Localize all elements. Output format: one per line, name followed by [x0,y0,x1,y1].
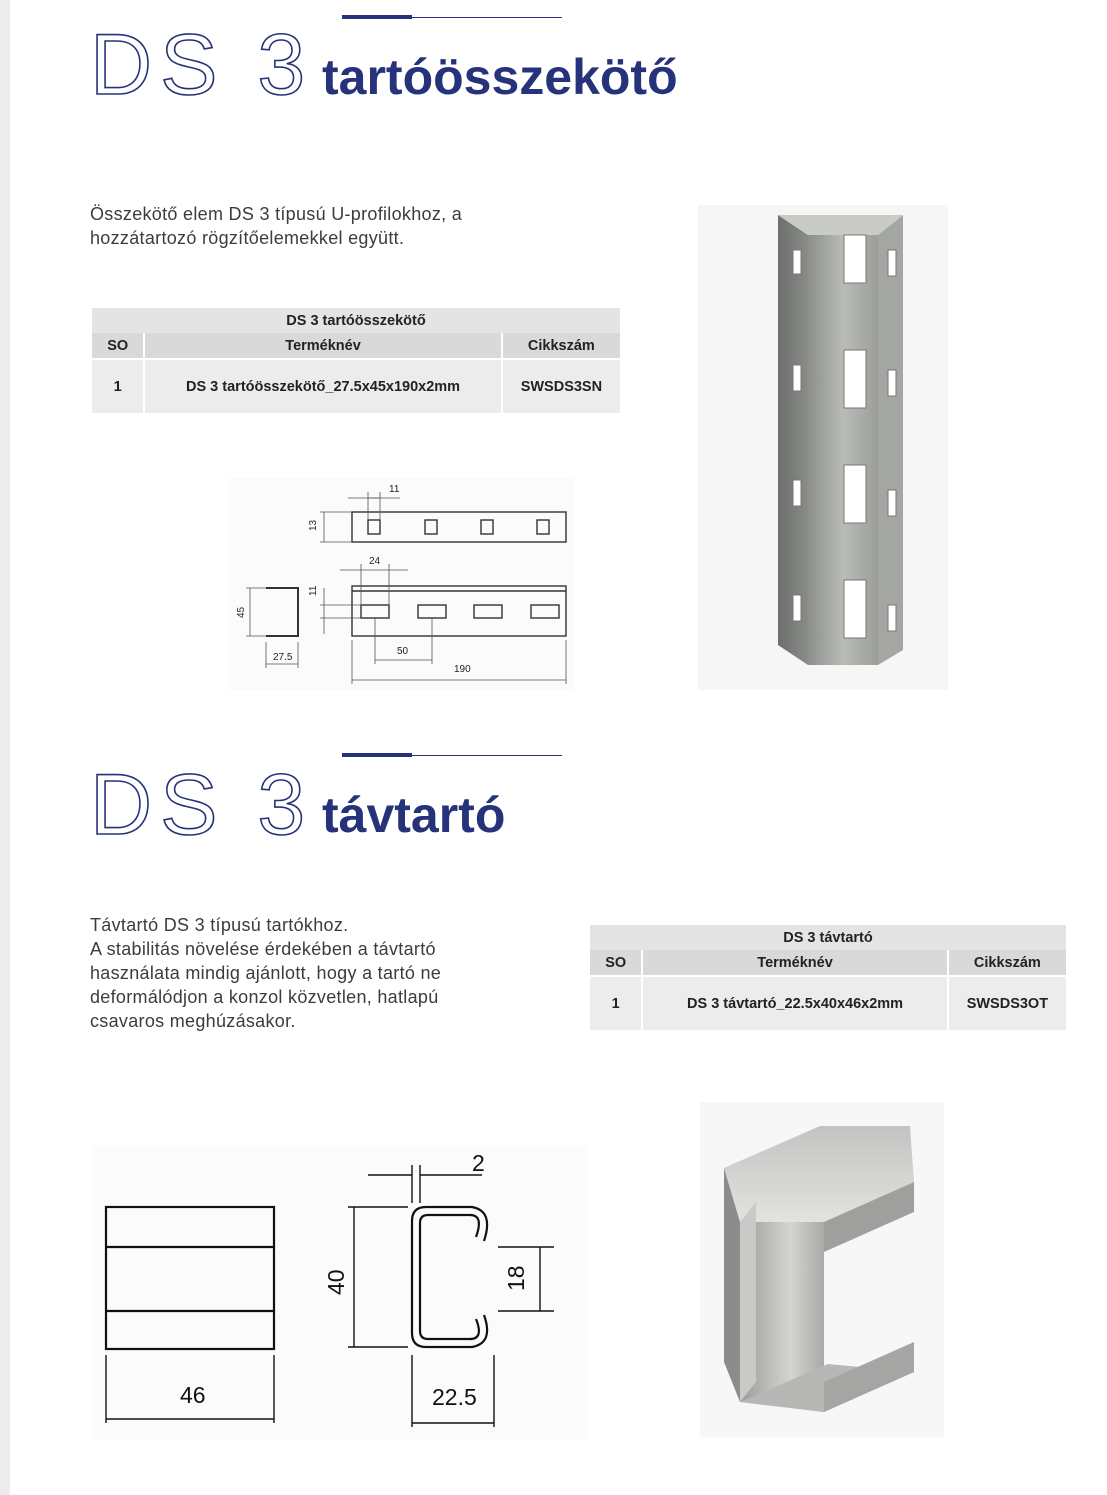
cell-so: 1 [590,976,642,1030]
description-line: Összekötő elem DS 3 típusú U-profilokhoz, a [90,204,463,224]
dim-label: 190 [454,664,471,675]
spec-table [590,925,1066,1030]
technical-drawing-connector [228,478,573,690]
cell-sku: SWSDS3OT [948,976,1066,1030]
dim-label: 18 [503,1265,529,1291]
dim-label: 22.5 [432,1384,477,1410]
spacer-photo [700,1102,944,1437]
cell-so: 1 [92,359,144,413]
section-description [90,202,462,250]
technical-drawing-spacer [92,1145,588,1440]
col-header-name: Terméknév [642,950,947,976]
cell-sku: SWSDS3SN [502,359,620,413]
spec-table [92,308,620,413]
section-description [90,913,441,1033]
description-line: A stabilitás növelése érdekében a távtartó [90,939,436,959]
dim-label: 45 [236,606,247,618]
col-header-sku: Cikkszám [502,333,620,359]
dim-label: 40 [323,1269,349,1295]
description-line: Távtartó DS 3 típusú tartókhoz. [90,915,349,935]
dim-label: 50 [397,646,409,657]
title-accent-line [342,15,412,19]
section-code: DS 3 [90,17,314,113]
cell-name: DS 3 tartóösszekötő_27.5x45x190x2mm [144,359,501,413]
col-header-so: SO [590,950,642,976]
description-line: hozzátartozó rögzítőelemekkel együtt. [90,228,405,248]
cell-name: DS 3 távtartó_22.5x40x46x2mm [642,976,947,1030]
title-accent-line [342,753,412,757]
col-header-so: SO [92,333,144,359]
col-header-sku: Cikkszám [948,950,1066,976]
section-code: DS 3 [90,757,314,853]
dim-label: 24 [369,556,381,567]
dim-label: 13 [308,519,319,531]
table-caption: DS 3 tartóösszekötő [92,308,620,333]
table-row [92,359,620,413]
section-title: tartóösszekötő [322,49,678,105]
dim-label: 46 [180,1382,206,1408]
dim-label: 11 [308,585,319,596]
col-header-name: Terméknév [144,333,501,359]
table-row [590,976,1066,1030]
dim-label: 11 [389,484,400,495]
dim-label: 2 [472,1150,485,1176]
connector-photo [698,205,948,690]
title-accent-line-thin [412,17,562,18]
description-line: deformálódjon a konzol közvetlen, hatlapú [90,987,439,1007]
description-line: használata mindig ajánlott, hogy a tartó ne [90,963,442,983]
dim-label: 27.5 [273,652,293,663]
table-caption: DS 3 távtartó [590,925,1066,950]
section-title: távtartó [322,787,506,843]
description-line: csavaros meghúzásakor. [90,1011,296,1031]
page-edge [0,0,10,1495]
title-accent-line-thin [412,755,562,756]
